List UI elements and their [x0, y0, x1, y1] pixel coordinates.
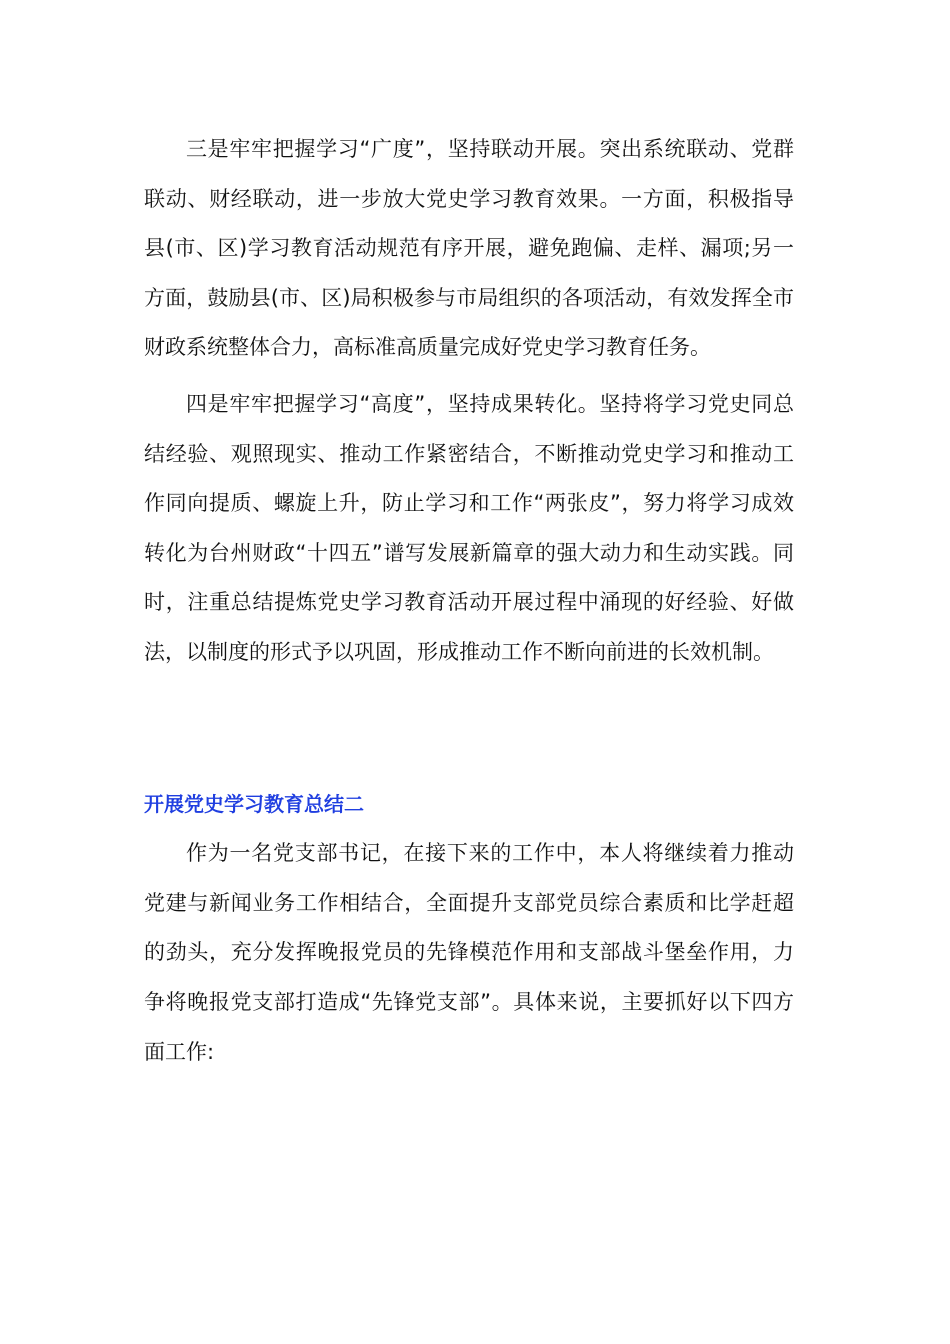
paragraph-breadth: 三是牢牢把握学习“广度”，坚持联动开展。突出系统联动、党群联动、财经联动，进一步放大党史学习教育效果。一方面，积极指导县(市、区)学习教育活动规范有序开展，避免跑偏、走样、漏项;另一方面，鼓励县(市、区)局积极参与市局组织的各项活动，有效发挥全市财政系统整体合力，高标准高质量完成好党史学习教育任务。: [144, 137, 794, 360]
section-spacer: [144, 678, 794, 780]
document-content: [144, 125, 794, 1077]
paragraph-secretary-intro: 作为一名党支部书记，在接下来的工作中，本人将继续着力推动党建与新闻业务工作相结合，全面提升支部党员综合素质和比学赶超的劲头，充分发挥晚报党员的先锋模范作用和支部战斗堡垒作用，力争将晚报党支部打造成“先锋党支部”。具体来说，主要抓好以下四方面工作:: [144, 841, 794, 1064]
paragraph-height: 四是牢牢把握学习“高度”，坚持成果转化。坚持将学习党史同总结经验、观照现实、推动工作紧密结合，不断推动党史学习和推动工作同向提质、螺旋上升，防止学习和工作“两张皮”，努力将学习成效转化为台州财政“十四五”谱写发展新篇章的强大动力和生动实践。同时，注重总结提炼党史学习教育活动开展过程中涌现的好经验、好做法，以制度的形式予以巩固，形成推动工作不断向前进的长效机制。: [144, 391, 794, 664]
section-heading: 开展党史学习教育总结二: [144, 791, 364, 816]
